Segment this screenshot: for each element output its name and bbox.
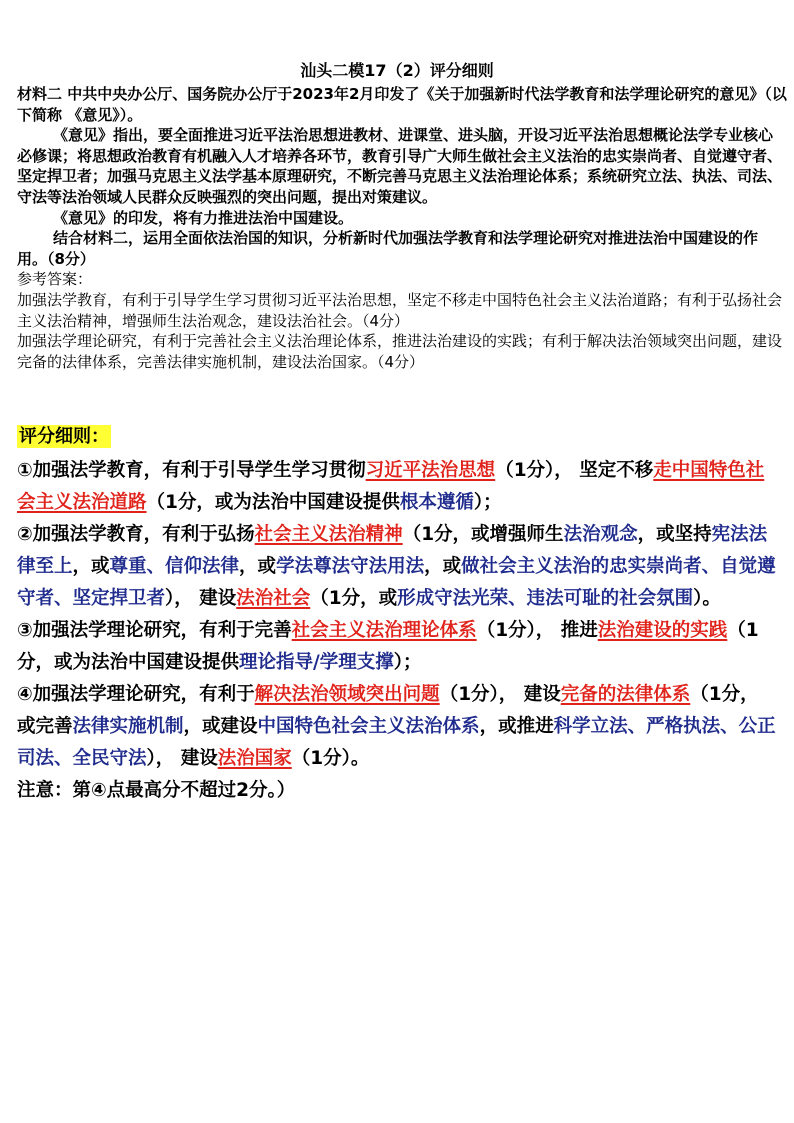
rubric-section [17,455,777,807]
rubric-alt-phrase: 学法尊法守法用法 [276,556,425,577]
material-intro: 材料二 中共中央办公厅、国务院办公厅于2023年2月印发了《关于加强新时代法学教育和法学理论研究的意见》（以下简称 《意见》）。 [17,85,787,124]
rubric-text: （1分，或为法治中国建设提供 [146,492,400,513]
rubric-alt-phrase: 中国特色社会主义法治体系 [257,716,480,737]
rubric-alt-phrase: 科学立法、严格执法、公正司法、全民守法 [17,716,776,769]
rubric-text: ）； [473,492,502,513]
rubric-keyword: 社会主义法治精神 [254,524,403,545]
rubric-point-1 [17,455,777,519]
rubric-keyword: 法治建设的实践 [597,620,728,641]
rubric-text: ③加强法学理论研究，有利于完善 [17,620,292,641]
rubric-alt-phrase: 法律实施机制 [72,716,184,737]
rubric-keyword: 法治国家 [217,748,292,769]
rubric-text: （1分）， 推进 [476,620,598,641]
rubric-text: ②加强法学教育，有利于弘扬 [17,524,255,545]
rubric-keyword: 走中国特色社会主义法治道路 [17,460,765,513]
rubric-point-4 [17,679,777,775]
rubric-heading-highlight: 评分细则： [19,426,109,447]
rubric-keyword: 法治社会 [236,588,311,609]
rubric-keyword: 社会主义法治理论体系 [291,620,477,641]
reference-answer-1: 加强法学教育，有利于引导学生学习贯彻习近平法治思想，坚定不移走中国特色社会主义法治道路；有利于弘扬社会主义法治精神，增强师生法治观念，建设法治社会。（4分） [17,290,783,330]
rubric-text: ④加强法学理论研究，有利于 [17,684,255,705]
rubric-alt-phrase: 法治观念 [563,524,638,545]
rubric-text: ①加强法学教育，有利于引导学生学习贯彻 [17,460,366,481]
rubric-text: ，或推进 [479,716,554,737]
rubric-alt-phrase: 形成守法光荣、违法可耻的社会氛围 [397,588,694,609]
rubric-text: （1分，或完善 [17,684,759,737]
rubric-text: （1分，或 [310,588,398,609]
reference-answer-2: 加强法学理论研究，有利于完善社会主义法治理论体系，推进法治建设的实践；有利于解决法治领域突出问题，建设完备的法律体系，完善法律实施机制，建设法治国家。（4分） [17,332,783,371]
rubric-text: ，或 [239,556,277,577]
rubric-text: ，或坚持 [637,524,712,545]
rubric-text: ）， 建设 [165,588,237,609]
rubric-text: （1分，或增强师生 [402,524,564,545]
rubric-alt-phrase: 做社会主义法治的忠实崇尚者、自觉遵守者、坚定捍卫者 [17,556,776,609]
rubric-keyword: 习近平法治思想 [365,460,496,481]
rubric-text: （1分）。 [291,748,370,769]
rubric-keyword: 完备的法律体系 [560,684,691,705]
rubric-point-2 [17,519,777,615]
rubric-text: ）； [393,652,422,673]
rubric-alt-phrase: 理论指导/学理支撑 [239,652,394,673]
rubric-alt-phrase: 宪法法律至上 [17,524,768,577]
rubric-text: （1分）， 坚定不移 [495,460,654,481]
rubric-text: ，或 [72,556,110,577]
material-paragraph-1: 《意见》指出，要全面推进习近平法治思想进教材、进课堂、进头脑，开设习近平法治思想概论法学专业核心必修课；将思想政治教育有机融入人才培养各环节，教育引导广大师生做社会主义法治的忠实崇尚者、自觉遵守者、坚定捍卫者；加强马克思主义法学基本原理研究，不断完善马克思主义法治理论体系；系统研究立法、执法、司法、守法等法治领域人民群众反映强烈的突出问题，提出对策建议。 [17,126,783,206]
material-section [17,84,787,372]
rubric-text: ，或 [424,556,462,577]
rubric-text: ）。 [693,588,721,609]
reference-answer-label: 参考答案： [17,270,93,289]
rubric-text: ，或建设 [183,716,258,737]
material-paragraph-2: 《意见》的印发，将有力推进法治中国建设。 [53,208,354,227]
rubric-alt-phrase: 尊重、信仰法律 [109,556,240,577]
rubric-keyword: 解决法治领域突出问题 [254,684,440,705]
question-text: 结合材料二，运用全面依法治国的知识，分析新时代加强法学教育和法学理论研究对推进法治中国建设的作用。（8分） [17,229,759,268]
rubric-alt-phrase: 根本遵循 [399,492,474,513]
rubric-heading [17,425,111,449]
rubric-text: ）， 建设 [146,748,218,769]
rubric-text: （1分）， 建设 [439,684,561,705]
rubric-note: 注意：第④点最高分不超过2分。） [17,780,296,801]
rubric-point-3 [17,615,777,679]
rubric-text: （1分，或为法治中国建设提供 [17,620,759,673]
document-title: 汕头二模17（2）评分细则 [300,61,494,80]
